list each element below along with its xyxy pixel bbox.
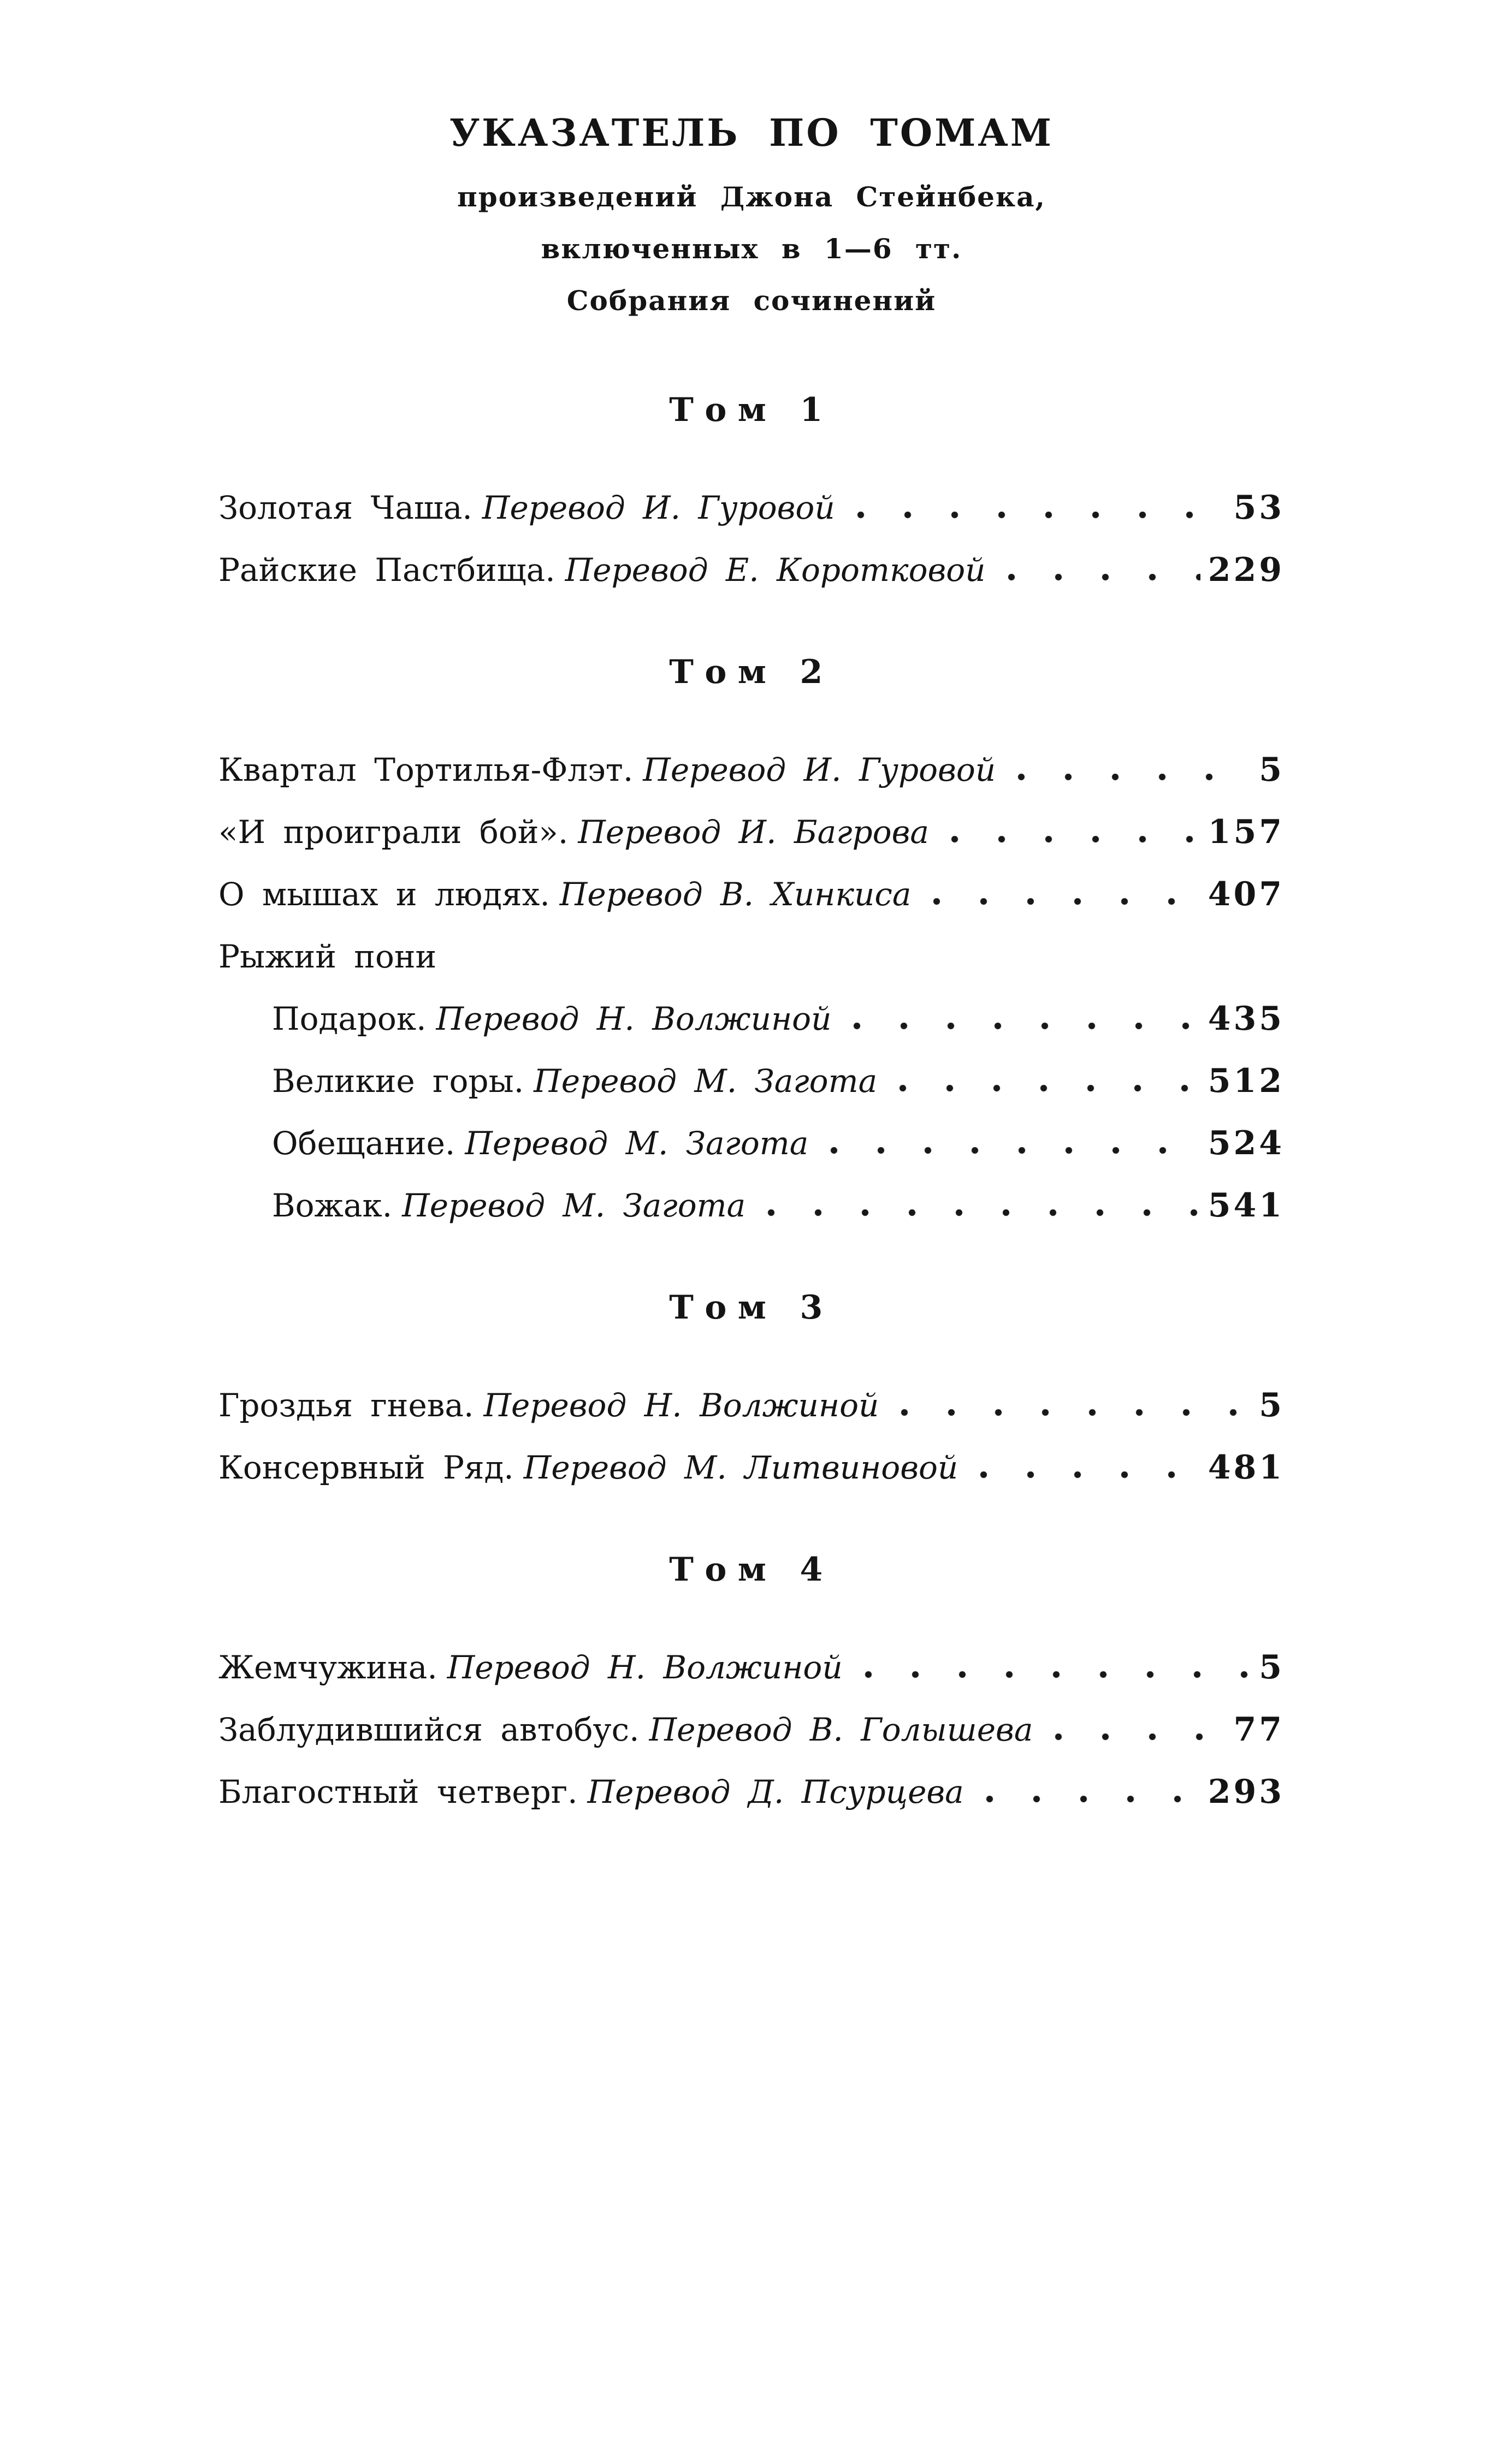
page-number: 5	[1259, 1386, 1285, 1425]
index-subtitle-line-2: включенных в 1—6 тт.	[541, 233, 962, 265]
translator-credit: Перевод В. Голышева	[649, 1711, 1033, 1749]
page-number: 229	[1208, 551, 1285, 590]
dot-leader	[986, 1796, 1200, 1803]
page-number: 157	[1208, 813, 1285, 852]
translator-credit: Перевод Н. Волжиной	[483, 1387, 879, 1424]
toc-entry-group-heading	[218, 938, 1285, 975]
dot-leader	[830, 1147, 1200, 1154]
page-number: 293	[1208, 1773, 1285, 1812]
work-title: Благостный четверг.	[218, 1773, 578, 1811]
entry-title	[272, 1125, 808, 1162]
volume-heading: Том 1	[669, 391, 834, 430]
entry-title	[218, 1387, 879, 1424]
page-number: 407	[1208, 875, 1285, 914]
work-title: Консервный Ряд.	[218, 1449, 514, 1487]
toc-entry	[218, 551, 1285, 589]
translator-credit: Перевод Д. Псурцева	[587, 1773, 964, 1811]
entry-title	[218, 814, 929, 851]
toc-subentry	[218, 1187, 1285, 1224]
translator-credit: Перевод М. Загота	[534, 1062, 878, 1100]
toc-entry	[218, 1773, 1285, 1810]
entry-title	[218, 1449, 958, 1486]
toc-entry	[218, 876, 1285, 913]
work-title: Рыжий пони	[218, 938, 437, 976]
toc-subentry	[218, 1000, 1285, 1037]
entry-title	[218, 489, 835, 526]
dot-leader	[1008, 574, 1200, 581]
page-number: 435	[1208, 1000, 1285, 1038]
translator-credit: Перевод И. Багрова	[578, 814, 929, 851]
translator-credit: Перевод И. Гуровой	[643, 751, 996, 789]
page-number: 5	[1259, 1648, 1285, 1687]
toc-subentry	[218, 1062, 1285, 1100]
dot-leader	[767, 1209, 1200, 1216]
toc-entry	[218, 1449, 1285, 1486]
dot-leader	[951, 836, 1200, 843]
entry-title	[218, 876, 911, 913]
index-title-block	[218, 112, 1285, 326]
page-number: 512	[1208, 1062, 1285, 1101]
dot-leader	[853, 1023, 1200, 1030]
entry-title	[218, 1773, 964, 1810]
toc-entry	[218, 489, 1285, 526]
work-title: Подарок.	[272, 1000, 427, 1038]
translator-credit: Перевод Е. Коротковой	[565, 551, 986, 589]
index-subtitle-line-3: Собрания сочинений	[566, 284, 937, 317]
volume-heading: Том 2	[669, 653, 834, 692]
page-number: 5	[1259, 751, 1285, 789]
volume-section-1	[218, 391, 1285, 589]
entry-title	[272, 1062, 877, 1100]
dot-leader	[899, 1085, 1200, 1092]
volume-heading: Том 4	[669, 1551, 834, 1589]
entry-title	[218, 751, 996, 788]
work-title: Великие горы.	[272, 1062, 524, 1100]
toc-entry	[218, 751, 1285, 788]
work-title: Вожак.	[272, 1187, 393, 1225]
work-title: Золотая Чаша.	[218, 489, 472, 527]
toc-entry	[218, 814, 1285, 851]
volume-section-2	[218, 653, 1285, 1224]
dot-leader	[865, 1671, 1252, 1678]
page-number: 77	[1233, 1711, 1285, 1749]
index-subtitle-line-1: произведений Джона Стейнбека,	[457, 181, 1046, 213]
entry-title	[218, 938, 436, 975]
entry-title	[272, 1000, 831, 1037]
translator-credit: Перевод Н. Волжиной	[436, 1000, 832, 1038]
dot-leader	[1055, 1733, 1226, 1741]
volume-heading: Том 3	[669, 1289, 834, 1327]
work-title: Квартал Тортилья-Флэт.	[218, 751, 634, 789]
toc-entry	[218, 1711, 1285, 1748]
page-number: 524	[1208, 1124, 1285, 1163]
page-number: 541	[1208, 1186, 1285, 1225]
translator-credit: Перевод И. Гуровой	[482, 489, 835, 527]
page-number: 53	[1233, 489, 1285, 527]
entry-title	[218, 551, 986, 589]
translator-credit: Перевод Н. Волжиной	[447, 1649, 843, 1687]
translator-credit: Перевод В. Хинкиса	[559, 876, 912, 913]
dot-leader	[933, 898, 1200, 905]
dot-leader	[857, 512, 1226, 519]
translator-credit: Перевод М. Литвиновой	[523, 1449, 958, 1487]
entry-title	[272, 1187, 745, 1224]
work-title: «И проиграли бой».	[218, 814, 569, 851]
entry-title	[218, 1649, 843, 1686]
toc-entry	[218, 1387, 1285, 1424]
work-title: Жемчужина.	[218, 1649, 437, 1687]
work-title: Райские Пастбища.	[218, 551, 555, 589]
dot-leader	[980, 1471, 1200, 1479]
translator-credit: Перевод М. Загота	[402, 1187, 746, 1225]
dot-leader	[1017, 774, 1251, 781]
volume-section-4	[218, 1551, 1285, 1810]
entry-title	[218, 1711, 1033, 1748]
work-title: Обещание.	[272, 1125, 455, 1162]
volume-section-3	[218, 1289, 1285, 1486]
toc-entry	[218, 1649, 1285, 1686]
toc-subentry	[218, 1125, 1285, 1162]
work-title: Заблудившийся автобус.	[218, 1711, 640, 1749]
page-number: 481	[1208, 1448, 1285, 1487]
dot-leader	[458, 960, 1277, 967]
translator-credit: Перевод М. Загота	[465, 1125, 809, 1162]
index-title: УКАЗАТЕЛЬ ПО ТОМАМ	[449, 111, 1054, 155]
work-title: О мышах и людях.	[218, 876, 550, 913]
work-title: Гроздья гнева.	[218, 1387, 474, 1424]
dot-leader	[901, 1409, 1251, 1416]
